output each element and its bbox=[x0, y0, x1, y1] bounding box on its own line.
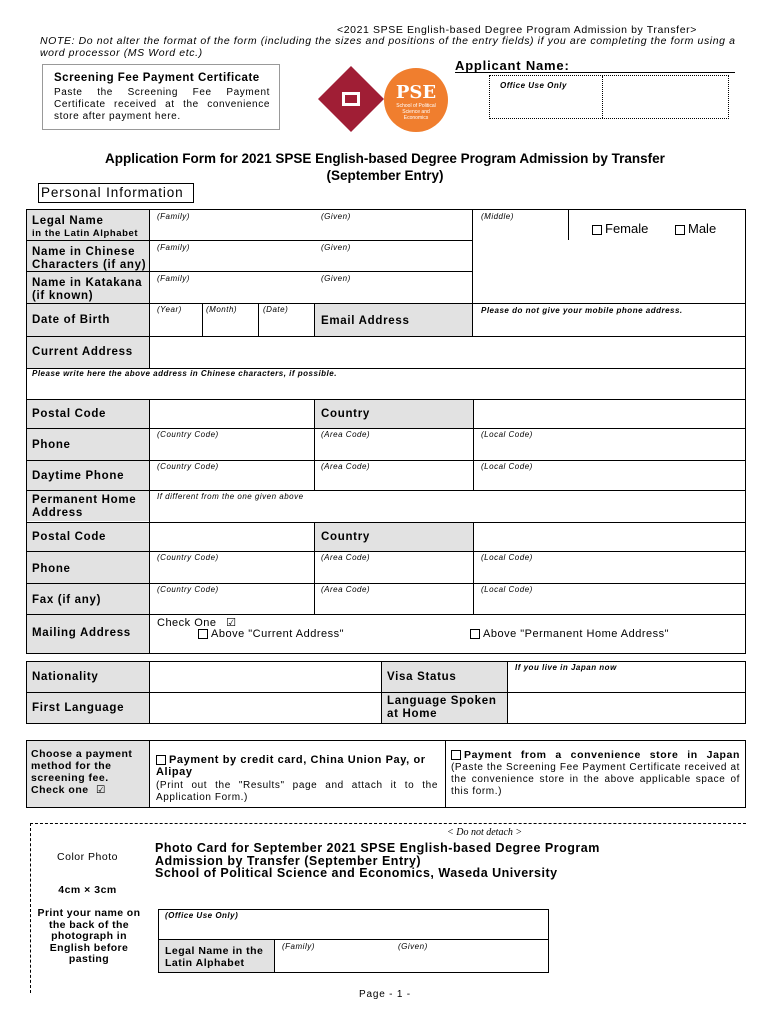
permanent-address-label: Permanent Home Address bbox=[32, 494, 137, 519]
hint-area-code-1: (Area Code) bbox=[321, 430, 371, 439]
katakana-name-input[interactable] bbox=[150, 283, 472, 301]
hint-if-different: If different from the one given above bbox=[157, 492, 304, 501]
mailing-check-one-label: Check One bbox=[157, 617, 217, 629]
mailing-address-label: Mailing Address bbox=[32, 627, 131, 639]
form-title-line2: (September Entry) bbox=[326, 168, 444, 183]
female-label: Female bbox=[605, 221, 649, 236]
postal-code-input[interactable] bbox=[150, 400, 313, 427]
waseda-logo bbox=[318, 66, 384, 132]
photo-size-label: 4cm × 3cm bbox=[58, 884, 117, 896]
photo-card-title-3: School of Political Science and Economics, Waseda University bbox=[155, 866, 558, 880]
legal-name-given-input[interactable] bbox=[315, 221, 472, 239]
first-language-label: First Language bbox=[32, 702, 125, 714]
hint-given-3: (Given) bbox=[321, 274, 351, 283]
country-label: Country bbox=[321, 408, 370, 420]
vrule-postal bbox=[314, 399, 315, 490]
pay-vrule-2 bbox=[445, 740, 446, 808]
rule-13 bbox=[26, 614, 746, 615]
check-mark-icon: ☑ bbox=[226, 617, 237, 629]
vrule-name-right bbox=[472, 209, 473, 336]
hint-given-1: (Given) bbox=[321, 212, 351, 221]
country2-label: Country bbox=[321, 531, 370, 543]
nat-vrule-2 bbox=[381, 661, 382, 724]
hint-family-3: (Family) bbox=[157, 274, 190, 283]
payment-convenience-body: (Paste the Screening Fee Payment Certificate received at the convenience store in the above applicable space of this form.) bbox=[451, 762, 740, 797]
legal-name-subtitle: in the Latin Alphabet bbox=[32, 228, 139, 239]
hint-year: (Year) bbox=[157, 305, 182, 314]
hint-given-2: (Given) bbox=[321, 243, 351, 252]
section-personal-info-label: Personal Information bbox=[41, 185, 184, 200]
hint-family-2: (Family) bbox=[157, 243, 190, 252]
hint-area-code-3: (Area Code) bbox=[321, 553, 371, 562]
language-home-input[interactable] bbox=[508, 693, 745, 723]
hint-month: (Month) bbox=[206, 305, 238, 314]
gender-male-option[interactable] bbox=[675, 221, 716, 236]
payment-option-card[interactable] bbox=[156, 754, 438, 804]
hint-if-live-japan: If you live in Japan now bbox=[515, 663, 617, 672]
hint-middle: (Middle) bbox=[481, 212, 514, 221]
pay-vrule-1 bbox=[149, 740, 150, 808]
male-checkbox[interactable] bbox=[675, 225, 685, 235]
hint-chinese-address: Please write here the above address in Chinese characters, if possible. bbox=[32, 369, 337, 378]
payment-option-convenience[interactable] bbox=[451, 749, 740, 798]
section-personal-info bbox=[38, 183, 194, 203]
vrule-postal2 bbox=[314, 522, 315, 614]
phone2-label: Phone bbox=[32, 563, 71, 575]
hint-area-code-2: (Area Code) bbox=[321, 462, 371, 471]
top-title: <2021 SPSE English-based Degree Program Admission by Transfer> bbox=[337, 24, 697, 36]
phone-label: Phone bbox=[32, 439, 71, 451]
payment-check-one: Check one bbox=[31, 784, 89, 796]
rule-8 bbox=[26, 460, 746, 461]
first-language-input[interactable] bbox=[150, 693, 380, 723]
payment-label bbox=[31, 748, 143, 796]
photo-card-rule bbox=[158, 939, 549, 940]
fax-label: Fax (if any) bbox=[32, 594, 102, 606]
legal-name-label bbox=[32, 215, 138, 239]
payment-card-body: (Print out the "Results" page and attach it to the Application Form.) bbox=[156, 780, 438, 803]
hint-country-code-2: (Country Code) bbox=[157, 462, 219, 471]
hint-local-code-3: (Local Code) bbox=[481, 553, 533, 562]
permanent-address-input[interactable] bbox=[150, 502, 745, 521]
rule-1 bbox=[26, 240, 472, 241]
hint-area-code-4: (Area Code) bbox=[321, 585, 371, 594]
format-note: NOTE: Do not alter the format of the form (including the sizes and positions of the entry fields) if you are completing the form using a word processor (MS Word etc.) bbox=[40, 35, 736, 59]
hint-local-code-1: (Local Code) bbox=[481, 430, 533, 439]
email-input[interactable] bbox=[474, 318, 745, 335]
office-use-label: Office Use Only bbox=[500, 81, 567, 90]
page-number: Page - 1 - bbox=[359, 989, 411, 1000]
pse-logo-text: PSE bbox=[395, 82, 437, 103]
mailing-permanent-checkbox[interactable] bbox=[470, 629, 480, 639]
photo-card-title-1: Photo Card for September 2021 SPSE English-based Degree Program bbox=[155, 841, 600, 855]
photo-box[interactable] bbox=[31, 836, 144, 976]
hint-local-code-4: (Local Code) bbox=[481, 585, 533, 594]
postal-code2-input[interactable] bbox=[150, 523, 313, 550]
photo-card-name-input[interactable] bbox=[275, 952, 548, 972]
mailing-option-permanent[interactable] bbox=[470, 628, 669, 640]
hint-family-1: (Family) bbox=[157, 212, 190, 221]
fee-certificate-box[interactable] bbox=[42, 64, 280, 130]
visa-status-input[interactable] bbox=[508, 672, 745, 691]
nationality-input[interactable] bbox=[150, 662, 380, 691]
chinese-name-label: Name in Chinese Characters (if any) bbox=[32, 246, 147, 271]
legal-name-title: Legal Name bbox=[32, 215, 104, 227]
photo-card-hint-given: (Given) bbox=[398, 942, 428, 951]
rule-7 bbox=[26, 428, 746, 429]
vrule-gender bbox=[568, 209, 569, 240]
payment-card-checkbox[interactable] bbox=[156, 755, 166, 765]
nationality-label: Nationality bbox=[32, 671, 99, 683]
chinese-address-input[interactable] bbox=[27, 380, 745, 398]
daytime-phone-label: Daytime Phone bbox=[32, 470, 125, 482]
payment-convenience-title: Payment from a convenience store in Japan bbox=[464, 749, 740, 761]
email-label: Email Address bbox=[321, 315, 410, 327]
gender-female-option[interactable] bbox=[592, 221, 648, 236]
hint-local-code-2: (Local Code) bbox=[481, 462, 533, 471]
rule-9 bbox=[26, 490, 746, 491]
payment-convenience-checkbox[interactable] bbox=[451, 750, 461, 760]
katakana-name-label: Name in Katakana (if known) bbox=[32, 277, 143, 302]
applicant-name-line bbox=[455, 72, 735, 73]
language-home-label: Language Spoken at Home bbox=[387, 695, 497, 720]
mailing-current-label: Above "Current Address" bbox=[211, 628, 345, 640]
hint-date: (Date) bbox=[263, 305, 289, 314]
postal-code2-label: Postal Code bbox=[32, 531, 107, 543]
fee-certificate-body: Paste the Screening Fee Payment Certificate received at the convenience store after payment here. bbox=[54, 87, 270, 122]
current-address-input[interactable] bbox=[150, 337, 745, 367]
rule-11 bbox=[26, 551, 746, 552]
pse-logo-subtext: School of Political Science and Economics bbox=[396, 103, 436, 121]
rule-3 bbox=[26, 303, 746, 304]
payment-label-text: Choose a payment method for the screening fee. bbox=[31, 748, 133, 784]
visa-status-label: Visa Status bbox=[387, 671, 457, 683]
photo-card-hint-family: (Family) bbox=[282, 942, 315, 951]
mailing-current-checkbox[interactable] bbox=[198, 629, 208, 639]
do-not-detach: < Do not detach > bbox=[447, 827, 523, 838]
payment-card-title-row bbox=[156, 754, 438, 778]
office-use-box bbox=[489, 75, 729, 119]
hint-country-code-4: (Country Code) bbox=[157, 585, 219, 594]
pse-logo bbox=[384, 68, 448, 132]
office-use-divider bbox=[602, 76, 603, 118]
mailing-permanent-label: Above "Permanent Home Address" bbox=[483, 628, 670, 640]
vrule-email bbox=[314, 303, 315, 336]
hint-country-code-1: (Country Code) bbox=[157, 430, 219, 439]
color-photo-label: Color Photo bbox=[57, 851, 118, 863]
country2-input[interactable] bbox=[474, 523, 745, 550]
chinese-name-input[interactable] bbox=[150, 252, 472, 270]
payment-card-title: Payment by credit card, China Union Pay, or Alipay bbox=[156, 754, 426, 778]
legal-name-family-input[interactable] bbox=[150, 221, 313, 239]
dob-label: Date of Birth bbox=[32, 314, 111, 326]
photo-card-office-use: (Office Use Only) bbox=[165, 911, 239, 920]
print-name-instruction: Print your name on the back of the photograph in English before pasting bbox=[37, 907, 141, 965]
female-checkbox[interactable] bbox=[592, 225, 602, 235]
hint-country-code-3: (Country Code) bbox=[157, 553, 219, 562]
photo-card-title-2: Admission by Transfer (September Entry) bbox=[155, 854, 422, 868]
rule-12 bbox=[26, 583, 746, 584]
detach-line-top bbox=[30, 823, 746, 824]
vrule-month bbox=[258, 303, 259, 336]
fee-certificate-title: Screening Fee Payment Certificate bbox=[54, 72, 260, 84]
payment-check-icon: ☑ bbox=[96, 784, 106, 796]
postal-code-label: Postal Code bbox=[32, 408, 107, 420]
mailing-option-current[interactable] bbox=[198, 628, 344, 640]
current-address-label: Current Address bbox=[32, 346, 133, 358]
country-input[interactable] bbox=[474, 400, 745, 427]
hint-no-mobile: Please do not give your mobile phone address. bbox=[481, 306, 683, 315]
applicant-name-label: Applicant Name: bbox=[455, 58, 570, 73]
vrule-year bbox=[202, 303, 203, 336]
form-title-line1: Application Form for 2021 SPSE English-based Degree Program Admission by Transfer bbox=[105, 151, 665, 166]
photo-card-legal-name-label: Legal Name in the Latin Alphabet bbox=[165, 945, 264, 969]
male-label: Male bbox=[688, 221, 717, 236]
